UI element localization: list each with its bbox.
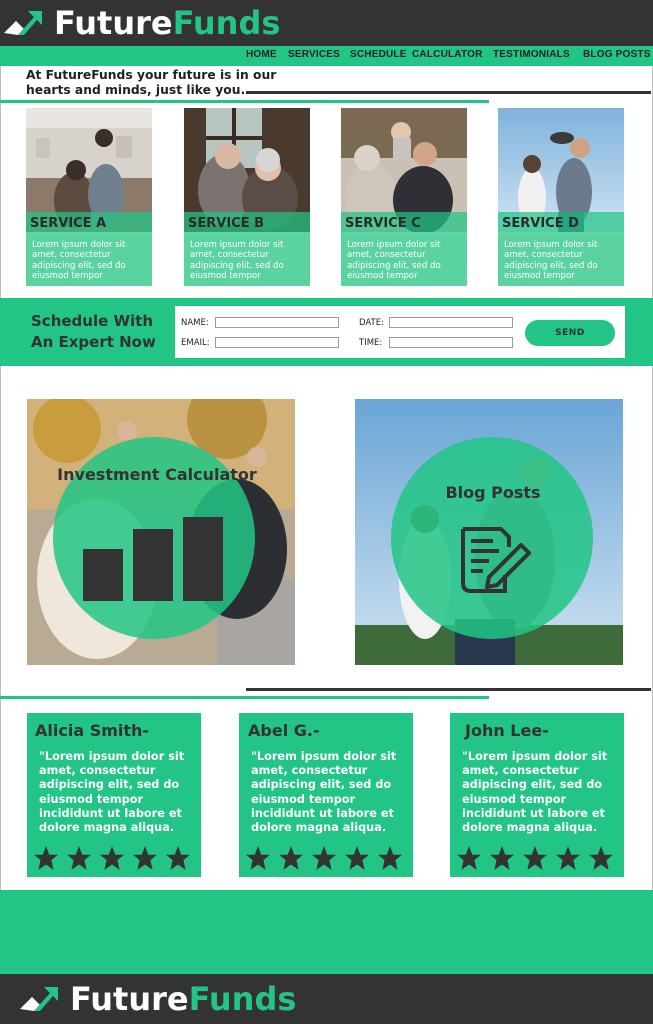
nav-home[interactable]: HOME [246, 49, 277, 60]
testimonial-1-quote: "Lorem ipsum dolor sit amet, consectetur adipiscing elit, sed do eiusmod tempor incididunt ut labore et dolore magna aliqua. [39, 750, 185, 835]
email-label: EMAIL: [181, 338, 210, 348]
testimonial-3-rating [456, 845, 614, 871]
footer-brand-part1: Future [70, 980, 189, 1018]
service-card-c[interactable] [341, 108, 467, 286]
calculator-title: Investment Calculator [57, 465, 257, 484]
testimonial-card-3 [450, 713, 624, 877]
testimonial-card-1 [27, 713, 201, 877]
service-a-body: Lorem ipsum dolor sit amet, consectetur adipiscing elit, sed do eiusmod tempor [26, 234, 152, 286]
name-input[interactable] [215, 317, 339, 328]
bar-chart-icon [83, 517, 223, 601]
star-icon [33, 845, 59, 871]
footer-band [0, 890, 653, 974]
divider-dark-2 [246, 688, 651, 691]
blog-feature[interactable] [355, 399, 623, 665]
nav-testimonials[interactable]: TESTIMONIALS [493, 49, 570, 60]
divider-green-2 [0, 696, 489, 699]
service-d-body: Lorem ipsum dolor sit amet, consectetur adipiscing elit, sed do eiusmod tempor [498, 234, 624, 286]
star-icon [132, 845, 158, 871]
testimonial-2-rating [245, 845, 403, 871]
star-icon [245, 845, 271, 871]
divider-dark [246, 91, 651, 94]
star-icon [165, 845, 191, 871]
star-icon [278, 845, 304, 871]
calculator-feature[interactable] [27, 399, 295, 665]
main-nav [0, 46, 653, 66]
star-icon [99, 845, 125, 871]
star-icon [66, 845, 92, 871]
testimonial-2-quote: "Lorem ipsum dolor sit amet, consectetur adipiscing elit, sed do eiusmod tempor incididunt ut labore et dolore magna aliqua. [251, 750, 397, 835]
schedule-section [0, 298, 653, 366]
time-label: TIME: [359, 338, 383, 348]
schedule-form [175, 306, 625, 358]
service-b-body: Lorem ipsum dolor sit amet, consectetur adipiscing elit, sed do eiusmod tempor [184, 234, 310, 286]
schedule-title: Schedule With An Expert Now [31, 312, 156, 351]
brand-logo[interactable] [4, 4, 280, 42]
date-label: DATE: [359, 318, 384, 328]
date-input[interactable] [389, 317, 513, 328]
service-card-a[interactable] [26, 108, 152, 286]
brand-name [54, 4, 280, 42]
site-header [0, 0, 653, 46]
service-d-title: SERVICE D [498, 212, 624, 234]
nav-schedule[interactable]: SCHEDULE [350, 49, 407, 60]
nav-calculator[interactable]: CALCULATOR [412, 49, 483, 60]
star-icon [555, 845, 581, 871]
page-border-left [0, 66, 1, 890]
star-icon [456, 845, 482, 871]
site-footer [0, 974, 653, 1024]
footer-brand-name [70, 980, 296, 1018]
brand-name-part2: Funds [172, 4, 281, 42]
time-input[interactable] [389, 337, 513, 348]
star-icon [588, 845, 614, 871]
testimonial-1-rating [33, 845, 191, 871]
email-input[interactable] [215, 337, 339, 348]
testimonial-3-quote: "Lorem ipsum dolor sit amet, consectetur adipiscing elit, sed do eiusmod tempor incididunt ut labore et dolore magna aliqua. [462, 750, 608, 835]
service-card-d[interactable] [498, 108, 624, 286]
testimonial-card-2 [239, 713, 413, 877]
send-button[interactable]: SEND [525, 320, 615, 346]
logo-mark-icon [4, 7, 42, 39]
service-c-body: Lorem ipsum dolor sit amet, consectetur adipiscing elit, sed do eiusmod tempor [341, 234, 467, 286]
brand-name-part1: Future [54, 4, 173, 42]
testimonial-1-name: Alicia Smith- [35, 721, 150, 740]
divider-green [0, 100, 489, 103]
blog-title: Blog Posts [445, 483, 541, 502]
star-icon [522, 845, 548, 871]
document-pen-icon [459, 525, 531, 595]
service-card-b[interactable] [184, 108, 310, 286]
logo-mark-icon [20, 983, 58, 1015]
name-label: NAME: [181, 318, 209, 328]
testimonial-2-name: Abel G.- [248, 721, 320, 740]
service-b-title: SERVICE B [184, 212, 310, 234]
testimonial-3-name: John Lee- [465, 721, 549, 740]
star-icon [489, 845, 515, 871]
service-c-title: SERVICE C [341, 212, 467, 234]
nav-services[interactable]: SERVICES [288, 49, 340, 60]
nav-blog-posts[interactable]: BLOG POSTS [583, 49, 651, 60]
footer-logo[interactable] [20, 980, 296, 1018]
star-icon [311, 845, 337, 871]
star-icon [377, 845, 403, 871]
service-a-title: SERVICE A [26, 212, 152, 234]
intro-text: At FutureFunds your future is in our hearts and minds, just like you. [26, 68, 277, 97]
footer-brand-part2: Funds [188, 980, 297, 1018]
star-icon [344, 845, 370, 871]
